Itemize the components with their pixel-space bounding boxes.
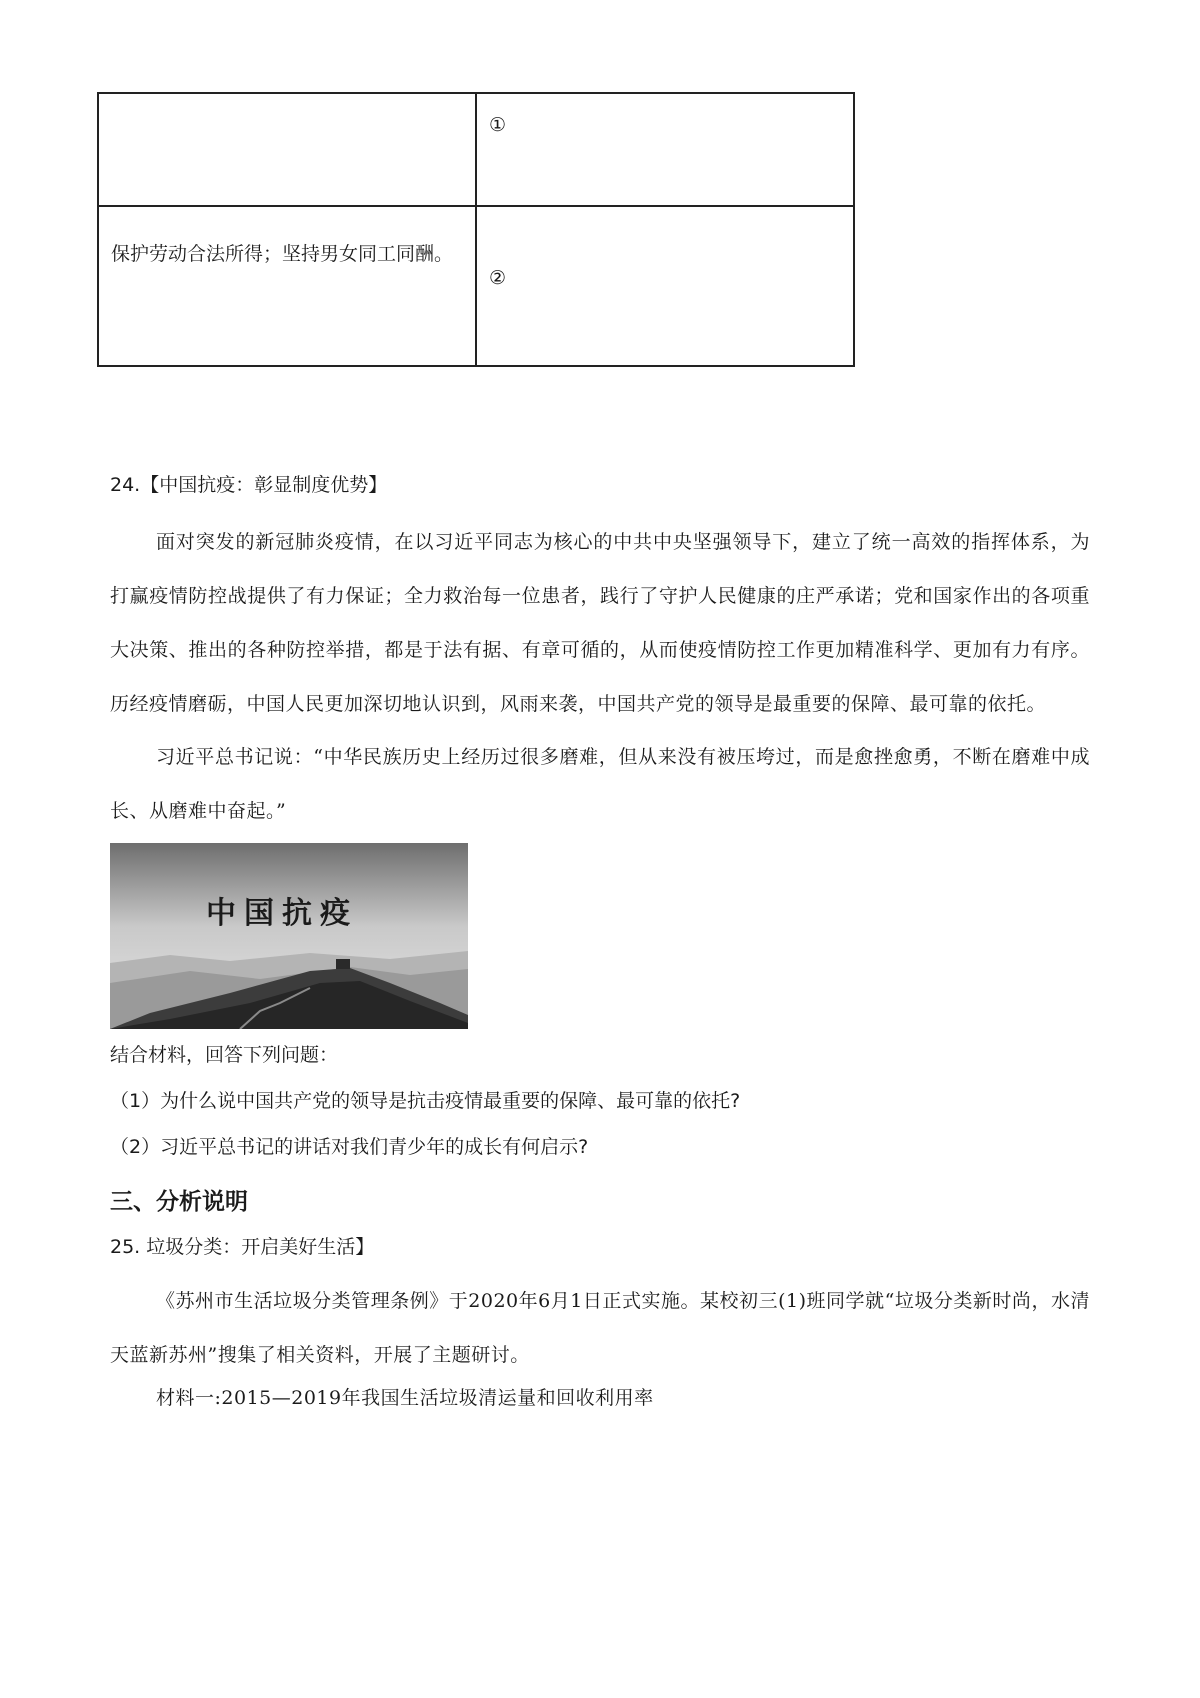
table-cell: [476, 206, 854, 366]
question-25-material-1: 材料一:2015—2019年我国生活垃圾清运量和回收利用率: [156, 1387, 654, 1409]
cell-text: 保护劳动合法所得；坚持男女同工同酬。: [111, 243, 454, 265]
answer-table: [97, 92, 855, 367]
table-cell: [476, 93, 854, 206]
question-24-subquestion-2: （2）习近平总书记的讲话对我们青少年的成长有何启示?: [110, 1136, 589, 1158]
table-cell: [98, 206, 476, 366]
table-row: [98, 206, 854, 366]
question-25-paragraph-1: 《苏州市生活垃圾分类管理条例》于2020年6月1日正式实施。某校初三(1)班同学就“垃圾分类新时尚，水清天蓝新苏州”搜集了相关资料，开展了主题研讨。: [110, 1290, 1090, 1366]
question-25-heading: 25. 垃圾分类：开启美好生活】: [110, 1236, 375, 1258]
cell-text: [99, 94, 475, 114]
question-24-paragraph-2: 习近平总书记说：“中华民族历史上经历过很多磨难，但从来没有被压垮过，而是愈挫愈勇，不断在磨难中成长、从磨难中奋起。”: [110, 746, 1090, 822]
section-title: 三、分析说明: [110, 1189, 248, 1215]
photo-caption: 中国抗疫: [206, 896, 358, 931]
table-cell: [98, 93, 476, 206]
table-row: [98, 93, 854, 206]
question-24-paragraph-1: 面对突发的新冠肺炎疫情，在以习近平同志为核心的中共中央坚强领导下，建立了统一高效的指挥体系，为打赢疫情防控战提供了有力保证；全力救治每一位患者，践行了守护人民健康的庄严承诺；党和国家作出的各项重大决策、推出的各种防控举措，都是于法有据、有章可循的，从而使疫情防控工作更加精准科学、更加有力有序。历经疫情磨砺，中国人民更加深切地认识到，风雨来袭，中国共产党的领导是最重要的保障、最可靠的依托。: [110, 531, 1090, 715]
blank-marker-1: ①: [489, 114, 507, 136]
blank-marker-2: ②: [489, 267, 507, 289]
question-24-subquestion-1: （1）为什么说中国共产党的领导是抗击疫情最重要的保障、最可靠的依托?: [110, 1090, 741, 1112]
question-24-heading: 24.【中国抗疫：彰显制度优势】: [110, 474, 388, 496]
question-24-prompt: 结合材料，回答下列问题：: [110, 1044, 339, 1066]
china-anti-epidemic-photo: [110, 843, 468, 1029]
